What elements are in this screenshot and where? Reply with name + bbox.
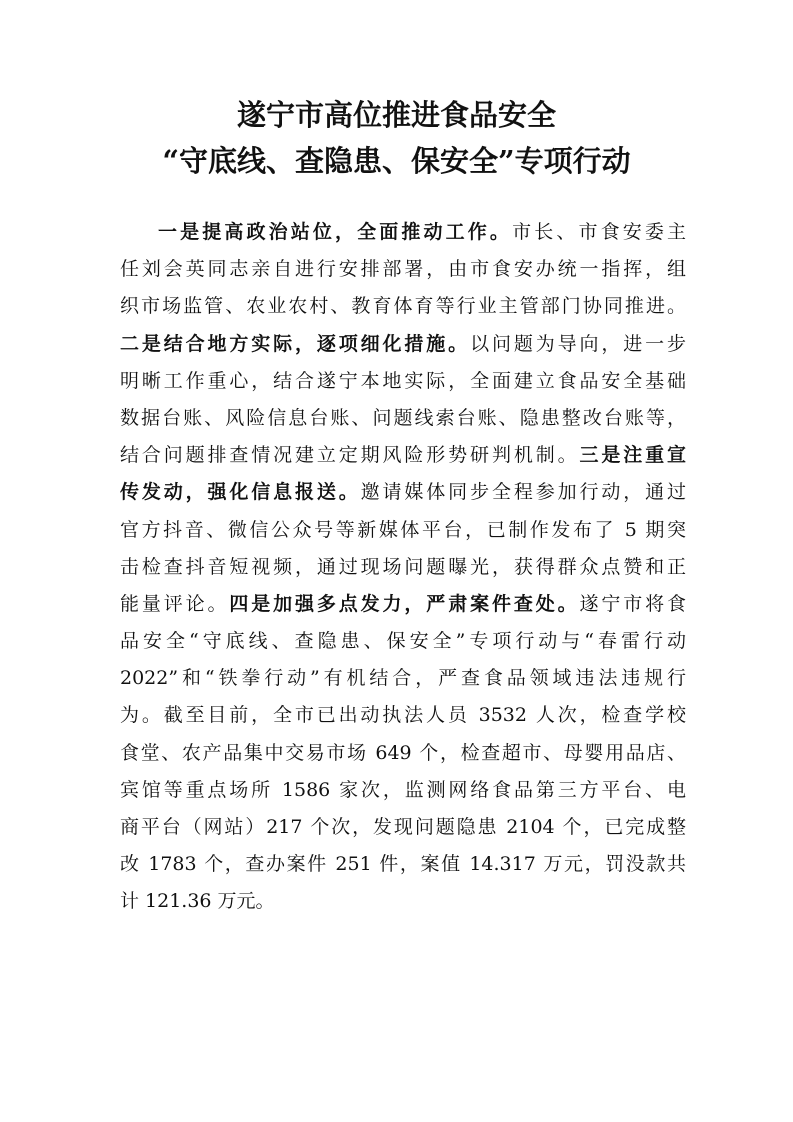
body-line — [120, 549, 686, 586]
document-title-line2: “守底线、查隐患、保安全”专项行动 — [162, 144, 631, 178]
body-text: 邀请媒体同步全程参加行动，通过 — [360, 481, 686, 504]
body-line — [120, 251, 686, 288]
bold-heading-text: 四是加强多点发力，严肃案件查处。 — [229, 592, 580, 615]
body-text: 织市场监管、农业农村、教育体育等行业主管部门协同推进。 — [120, 295, 686, 318]
bold-heading-text: 一是提高政治站位，全面推动工作。 — [158, 221, 513, 243]
body-line — [120, 326, 686, 363]
body-line — [120, 883, 686, 920]
body-line — [120, 809, 686, 846]
bold-heading-text: 二是结合地方实际，逐项细化措施。 — [120, 332, 471, 355]
body-line — [120, 846, 686, 883]
body-text: 击检查抖音短视频，通过现场问题曝光，获得群众点赞和正 — [120, 555, 686, 578]
body-text: 以问题为导向，进一步 — [470, 332, 686, 355]
body-text: 宾馆等重点场所 1586 家次，监测网络食品第三方平台、电 — [120, 778, 686, 801]
body-line — [120, 660, 686, 697]
body-text: 结合问题排查情况建立定期风险形势研判机制。 — [120, 444, 580, 467]
body-line — [120, 437, 686, 474]
document-title-line1: 遂宁市高位推进食品安全 — [236, 98, 556, 132]
body-text: 为。截至目前，全市已出动执法人员 3532 人次，检查学校 — [120, 704, 686, 727]
body-text: 市长、市食安委主 — [512, 221, 686, 243]
body-text: 明晰工作重心，结合遂宁本地实际，全面建立食品安全基础 — [120, 369, 686, 392]
document-body — [120, 214, 686, 921]
body-line — [120, 735, 686, 772]
bold-heading-text: 传发动，强化信息报送。 — [120, 481, 361, 504]
body-text: 遂宁市将食 — [579, 592, 686, 615]
body-text: 改 1783 个，查办案件 251 件，案值 14.317 万元，罚没款共 — [120, 853, 686, 876]
body-line — [120, 772, 686, 809]
body-text: 品安全“守底线、查隐患、保安全”专项行动与“春雷行动 — [120, 630, 686, 653]
body-line — [120, 400, 686, 437]
body-line — [120, 214, 686, 251]
body-text: 任刘会英同志亲自进行安排部署，由市食安办统一指挥，组 — [120, 258, 686, 281]
body-text: 食堂、农产品集中交易市场 649 个，检查超市、母婴用品店、 — [120, 741, 686, 764]
body-text: 官方抖音、微信公众号等新媒体平台，已制作发布了 5 期突 — [120, 518, 686, 541]
body-text: 数据台账、风险信息台账、问题线索台账、隐患整改台账等， — [120, 406, 686, 429]
body-text: 计 121.36 万元。 — [120, 890, 275, 913]
body-line — [120, 697, 686, 734]
body-line — [120, 474, 686, 511]
bold-heading-text: 三是注重宣 — [579, 444, 686, 467]
body-line — [120, 288, 686, 325]
body-text: 能量评论。 — [120, 592, 230, 615]
body-text: 2022”和“铁拳行动”有机结合，严查食品领域违法违规行 — [120, 667, 686, 690]
body-line — [120, 623, 686, 660]
body-line — [120, 586, 686, 623]
body-text: 商平台（网站）217 个次，发现问题隐患 2104 个，已完成整 — [120, 816, 686, 838]
body-line — [120, 363, 686, 400]
body-line — [120, 512, 686, 549]
